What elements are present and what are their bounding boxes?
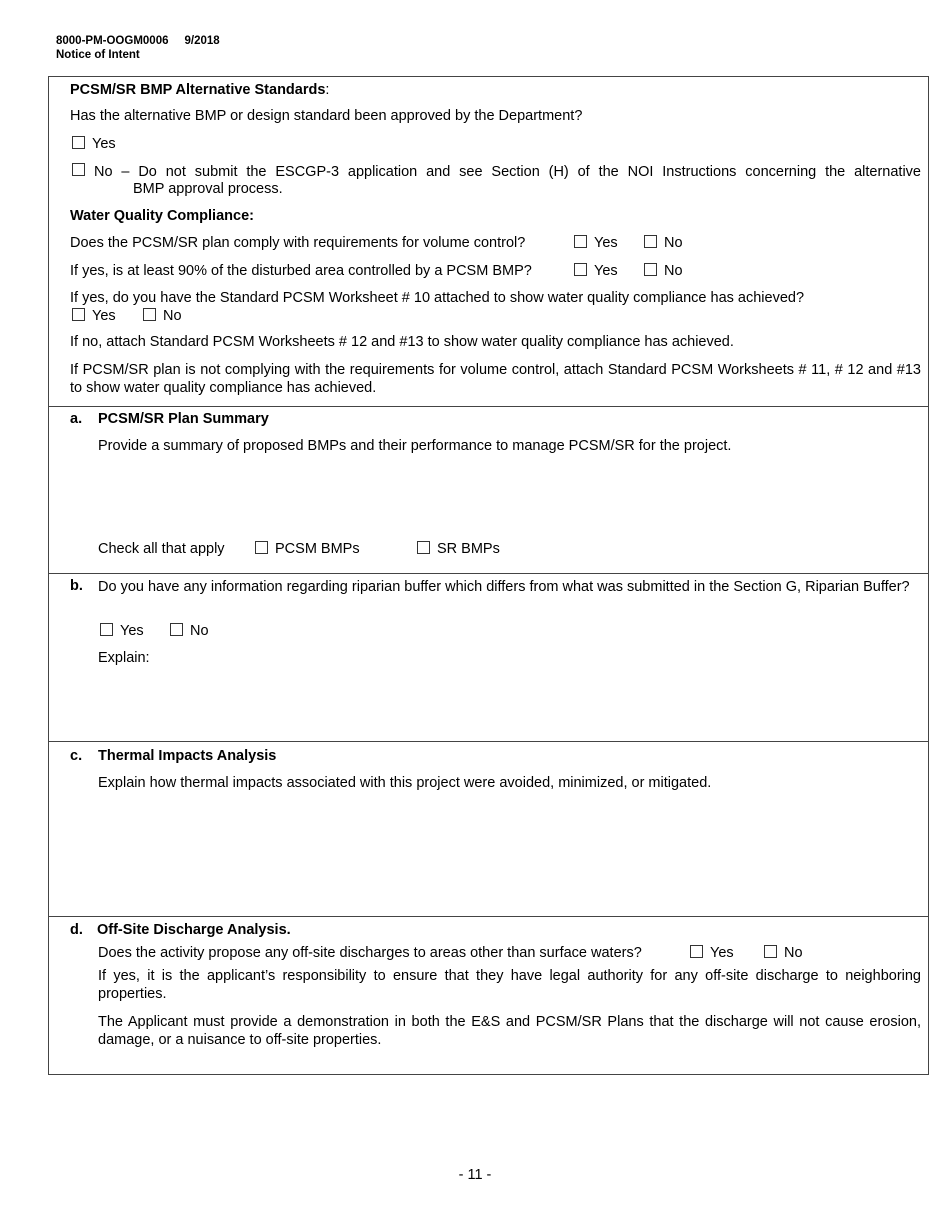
ninety-percent-no-label: No <box>664 263 683 279</box>
ninety-percent-yes <box>574 263 618 279</box>
alt-standards-title-suffix: : <box>325 82 330 98</box>
worksheets-12-13-note: If no, attach Standard PCSM Worksheets # 12 and #13 to show water quality compliance has achieved. <box>70 334 734 350</box>
alt-approved-yes-label: Yes <box>92 136 116 152</box>
pcsm-bmps-option <box>255 541 360 557</box>
form-code: 8000-PM-OOGM0006 <box>56 35 169 47</box>
alt-approved-no-checkbox[interactable] <box>72 163 85 176</box>
volume-control-yes-label: Yes <box>594 235 618 251</box>
alt-standards-title: PCSM/SR BMP Alternative Standards <box>70 82 326 98</box>
section-c-title: Thermal Impacts Analysis <box>98 748 277 764</box>
offsite-yes-checkbox[interactable] <box>690 945 703 958</box>
ninety-percent-no <box>644 263 683 279</box>
riparian-no-label: No <box>190 623 209 639</box>
section-d <box>49 916 928 1074</box>
ninety-percent-no-checkbox[interactable] <box>644 263 657 276</box>
volume-control-no <box>644 235 683 251</box>
section-b-letter: b. <box>70 578 83 594</box>
riparian-yes-label: Yes <box>120 623 144 639</box>
water-quality-title: Water Quality Compliance: <box>70 208 254 224</box>
worksheet-10-no-checkbox[interactable] <box>143 308 156 321</box>
offsite-yes-label: Yes <box>710 945 734 961</box>
riparian-explain-label: Explain: <box>98 650 150 666</box>
section-a-instruction: Provide a summary of proposed BMPs and their performance to manage PCSM/SR for the project. <box>98 438 732 454</box>
ninety-percent-question: If yes, is at least 90% of the disturbed area controlled by a PCSM BMP? <box>70 263 532 279</box>
worksheet-10-question: If yes, do you have the Standard PCSM Worksheet # 10 attached to show water quality compliance has achieved? <box>70 290 805 306</box>
alt-standards-heading <box>70 82 329 98</box>
section-d-title: Off-Site Discharge Analysis. <box>97 922 291 938</box>
worksheet-10-yes <box>72 308 116 324</box>
form-date: 9/2018 <box>184 35 220 47</box>
form-header <box>56 34 220 62</box>
offsite-yes <box>690 945 734 961</box>
riparian-yes-checkbox[interactable] <box>100 623 113 636</box>
alt-standards-section <box>49 77 928 407</box>
sr-bmps-option <box>417 541 500 557</box>
riparian-yes <box>100 623 144 639</box>
alt-approved-no-label: No – Do not submit the ESCGP-3 application and see Section (H) of the NOI Instructions concerning the alternative <box>94 164 921 180</box>
section-d-letter: d. <box>70 922 83 938</box>
sr-bmps-checkbox[interactable] <box>417 541 430 554</box>
volume-control-yes-checkbox[interactable] <box>574 235 587 248</box>
worksheet-10-no <box>143 308 182 324</box>
worksheet-10-no-label: No <box>163 308 182 324</box>
riparian-no <box>170 623 209 639</box>
section-a <box>49 406 928 574</box>
alt-approved-yes <box>72 136 116 152</box>
alt-standards-question: Has the alternative BMP or design standard been approved by the Department? <box>70 108 583 124</box>
pcsm-bmps-label: PCSM BMPs <box>275 541 360 557</box>
offsite-authority-paragraph: If yes, it is the applicant’s responsibility to ensure that they have legal authority for any off-site discharge to neighboring properties. <box>98 968 921 1002</box>
riparian-no-checkbox[interactable] <box>170 623 183 636</box>
pcsm-bmps-checkbox[interactable] <box>255 541 268 554</box>
offsite-no-checkbox[interactable] <box>764 945 777 958</box>
form-frame <box>48 76 929 1075</box>
volume-control-row <box>70 235 525 251</box>
ninety-percent-yes-label: Yes <box>594 263 618 279</box>
alt-approved-no <box>72 163 92 179</box>
check-all-label: Check all that apply <box>98 541 225 557</box>
volume-control-question: Does the PCSM/SR plan comply with requirements for volume control? <box>70 235 526 251</box>
alt-approved-no-label-cont: BMP approval process. <box>133 181 283 197</box>
volume-control-no-label: No <box>664 235 683 251</box>
offsite-demonstration-paragraph: The Applicant must provide a demonstration in both the E&S and PCSM/SR Plans that the discharge will not cause erosion, damage, or a nuisance to off-site properties. <box>98 1014 921 1048</box>
offsite-question: Does the activity propose any off-site discharges to areas other than surface waters? <box>98 945 642 961</box>
ninety-percent-yes-checkbox[interactable] <box>574 263 587 276</box>
worksheet-10-yes-checkbox[interactable] <box>72 308 85 321</box>
section-b-question: Do you have any information regarding riparian buffer which differs from what was submitted in the Section G, Riparian Buffer? <box>98 579 910 595</box>
section-a-title: PCSM/SR Plan Summary <box>98 411 269 427</box>
alt-approved-yes-checkbox[interactable] <box>72 136 85 149</box>
form-code-line <box>56 34 220 48</box>
section-c-instruction: Explain how thermal impacts associated with this project were avoided, minimized, or mitigated. <box>98 775 712 791</box>
section-c <box>49 741 928 917</box>
offsite-no <box>764 945 803 961</box>
worksheets-11-12-13-note: If PCSM/SR plan is not complying with the requirements for volume control, attach Standard PCSM Worksheets # 11, # 12 and #13 to show water quality compliance has achieved. <box>70 362 921 396</box>
form-title: Notice of Intent <box>56 49 140 61</box>
section-c-letter: c. <box>70 748 83 764</box>
section-b <box>49 573 928 742</box>
sr-bmps-label: SR BMPs <box>437 541 500 557</box>
offsite-no-label: No <box>784 945 803 961</box>
worksheet-10-yes-label: Yes <box>92 308 116 324</box>
page-number: - 11 - <box>458 1167 492 1183</box>
volume-control-no-checkbox[interactable] <box>644 235 657 248</box>
volume-control-yes <box>574 235 618 251</box>
section-a-letter: a. <box>70 411 83 427</box>
